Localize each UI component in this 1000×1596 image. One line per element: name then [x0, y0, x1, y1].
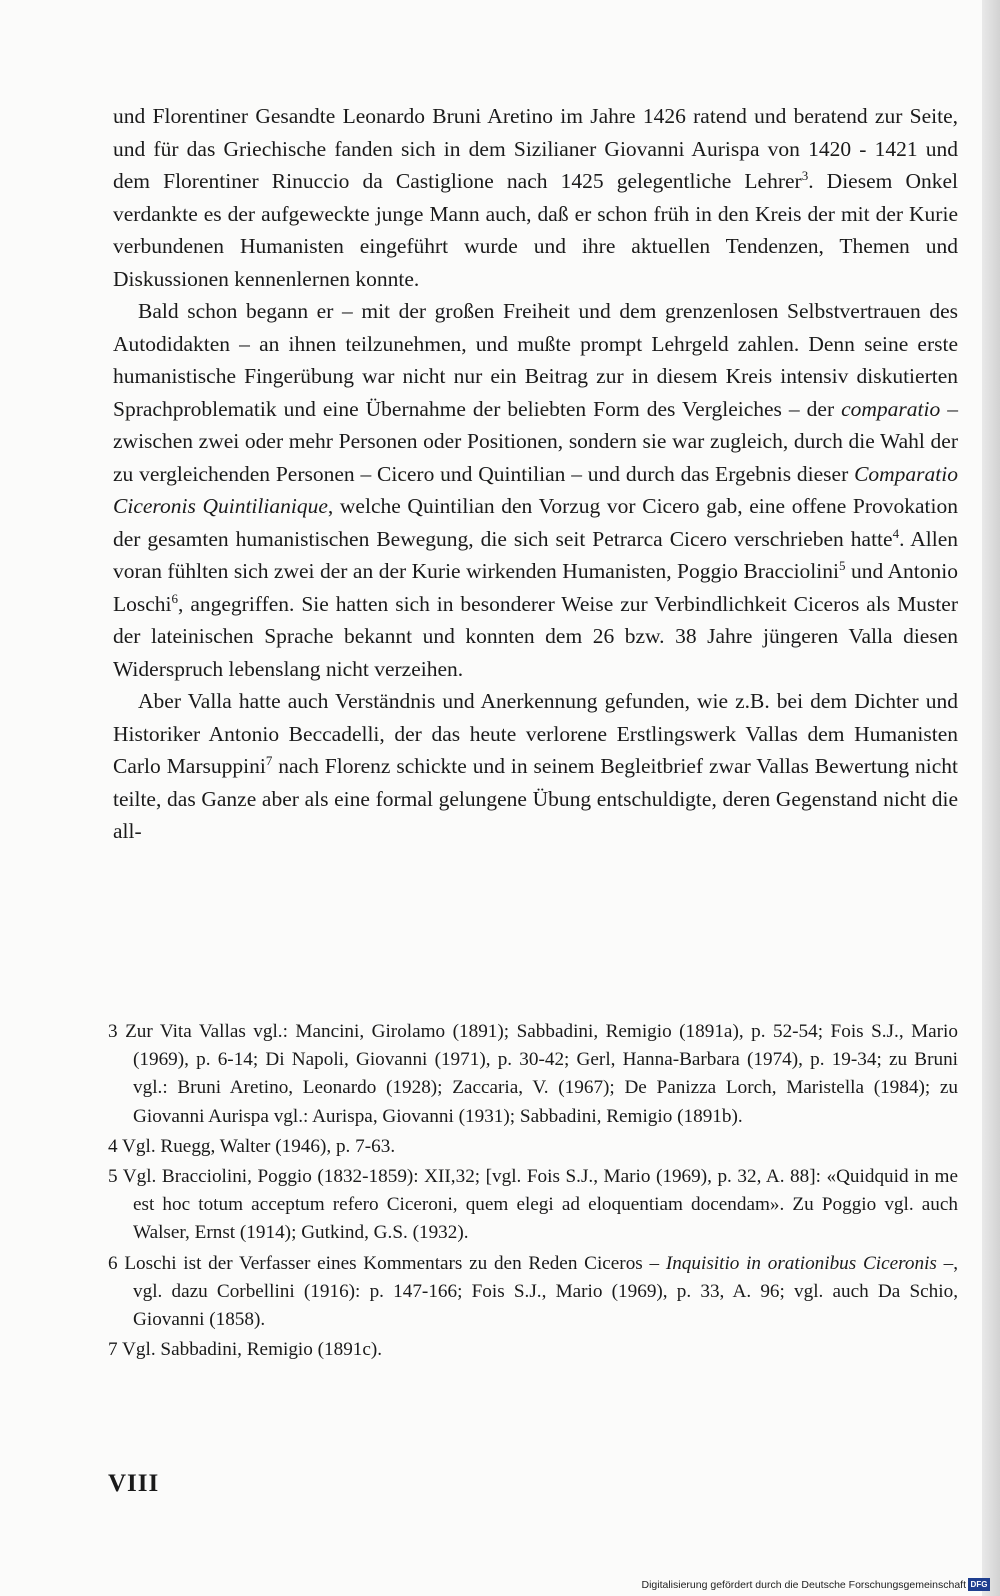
footnote-3	[108, 1018, 958, 1131]
footnote-7	[108, 1336, 958, 1364]
digitization-credit: Digitalisierung gefördert durch die Deutsche Forschungsgemeinschaft	[641, 1579, 966, 1591]
text-run: , welche Quintilian den Vorzug vor Cicero gab, eine offene Provokation der gesamten humanistischen Bewegung, die sich seit Petrarca Cicero verschrieben hatte	[113, 494, 958, 551]
text-run: nach Florenz schickte und in seinem Begleitbrief zwar Vallas Bewertung nicht teilte, das Ganze aber als eine formal gelungene Übung entschuldigte, deren Gegenstand nicht die all-	[113, 754, 958, 843]
paragraph-3	[113, 685, 958, 848]
text-run: Bald schon begann er – mit der großen Freiheit und dem grenzenlosen Selbstvertrauen des Autodidakten – an ihnen teilzunehmen, und mußte prompt Lehrgeld zahlen. Denn seine erste humanistische Fingerübung war nicht nur ein Beitrag zur in diesem Kreis intensiv diskutierten Sprachproblematik und eine Übernahme der beliebten Form des Vergleiches – der	[113, 299, 958, 421]
text-run: 4 Vgl. Ruegg, Walter (1946), p. 7-63.	[108, 1135, 396, 1157]
italic-run: comparatio	[841, 396, 941, 421]
text-run: – zwischen zwei oder mehr Personen oder Positionen, sondern sie war zugleich, durch die Wahl der zu vergleichenden Personen – Cicero und Quintilian – und durch das Ergebnis dieser	[113, 396, 958, 486]
text-run: , angegriffen. Sie hatten sich in besonderer Weise zur Verbindlichkeit Ciceros als Muster der lateinischen Sprache bekannt und konnten dem 26 bzw. 38 Jahre jüngeren Valla diesen Widerspruch lebenslang nicht verzeihen.	[113, 591, 958, 681]
italic-run: Comparatio Ciceronis Quintilianique	[113, 461, 958, 518]
page-number: VIII	[108, 1470, 160, 1497]
text-run: 3 Zur Vita Vallas vgl.: Mancini, Girolamo (1891); Sabbadini, Remigio (1891a), p. 52-54; Fois S.J., Mario (1969), p. 6-14; Di Napoli, Giovanni (1971), p. 30-42; Gerl, Hanna-Barbara (1974), p. 19-34; zu Bruni vgl.: Bruni Aretino, Leonardo (1928); Zaccaria, V. (1967); De Panizza Lorch, Maristella (1984); zu Giovanni Aurispa vgl.: Aurispa, Giovanni (1931); Sabbadini, Remigio (1891b).	[108, 1021, 958, 1127]
page-edge	[982, 0, 1000, 1596]
text-run: 7 Vgl. Sabbadini, Remigio (1891c).	[108, 1339, 383, 1361]
text-run: –, vgl. dazu Corbellini (1916): p. 147-166; Fois S.J., Mario (1969), p. 33, A. 96; vgl. auch Da Schio, Giovanni (1858).	[133, 1252, 958, 1331]
text-run: . Diesem Onkel verdankte es der aufgeweckte junge Mann auch, daß er schon früh in den Kreis der mit der Kurie verbundenen Humanisten eingeführt wurde und ihre aktuellen Tendenzen, Themen und Diskussionen kennenlernen konnte.	[113, 169, 958, 291]
footnote-ref: 7	[265, 752, 273, 768]
text-run: 6 Loschi ist der Verfasser eines Kommentars zu den Reden Ciceros –	[108, 1252, 666, 1274]
paragraph-1	[113, 100, 958, 295]
footnotes	[108, 1018, 958, 1366]
italic-run: Inquisitio in orationibus Ciceronis	[665, 1252, 937, 1274]
text-run: und Antonio Loschi	[113, 559, 958, 616]
footnote-5	[108, 1163, 958, 1248]
text-run: . Allen voran fühlten sich zwei der an der Kurie wirkenden Humanisten, Poggio Bracciolini	[113, 526, 958, 583]
footnote-6	[108, 1250, 958, 1335]
paragraph-2	[113, 295, 958, 685]
footnote-4	[108, 1133, 958, 1161]
footnote-ref: 3	[801, 167, 809, 183]
footnote-ref: 4	[892, 525, 900, 541]
text-run: und Florentiner Gesandte Leonardo Bruni Aretino im Jahre 1426 ratend und beratend zur Seite, und für das Griechische fanden sich in dem Sizilianer Giovanni Aurispa von 1420 - 1421 und dem Florentiner Rinuccio da Castiglione nach 1425 gelegentliche Lehrer	[113, 104, 958, 193]
footnote-ref: 5	[838, 557, 846, 573]
main-text	[113, 100, 958, 848]
dfg-logo-icon: DFG	[968, 1578, 990, 1591]
text-run: 5 Vgl. Bracciolini, Poggio (1832-1859): XII,32; [vgl. Fois S.J., Mario (1969), p. 32, A. 88]: «Quidquid in me est hoc totum acceptum refero Ciceroni, quem elegi ad eloquentiam docendam». Zu Poggio vgl. auch Walser, Ernst (1914); Gutkind, G.S. (1932).	[108, 1166, 958, 1244]
footnote-ref: 6	[171, 590, 179, 606]
text-run: Aber Valla hatte auch Verständnis und Anerkennung gefunden, wie z.B. bei dem Dichter und Historiker Antonio Beccadelli, der das heute verlorene Erstlingswerk Vallas dem Humanisten Carlo Marsuppini	[113, 689, 958, 778]
